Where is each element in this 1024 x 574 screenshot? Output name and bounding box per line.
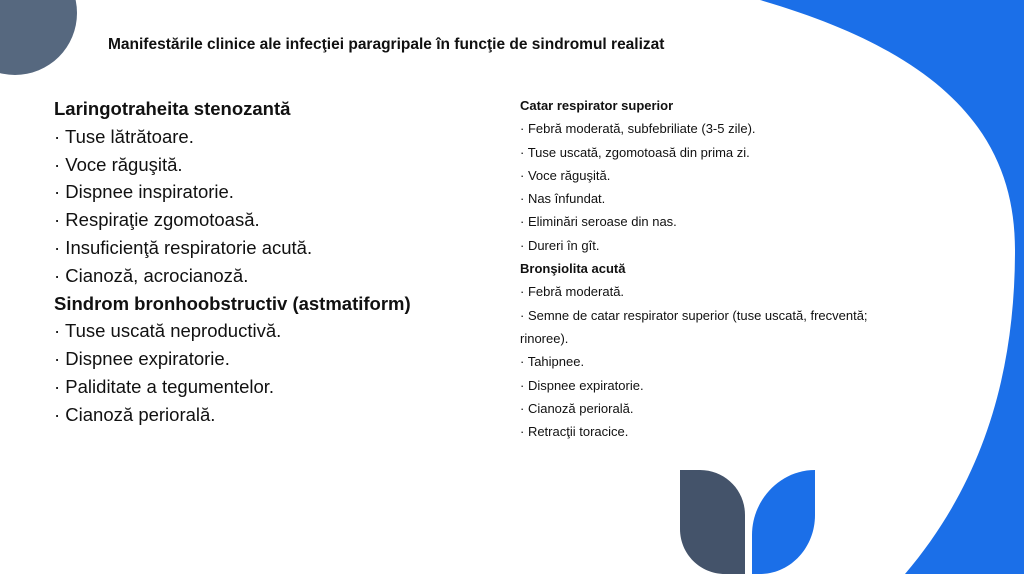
right-list-item: · Tuse uscată, zgomotoasă din prima zi. (520, 144, 750, 160)
right-list-item: · Eliminări seroase din nas. (520, 214, 677, 230)
right-list-item: · Tahipnee. (520, 354, 585, 370)
left-list-item: · Tuse uscată neproductivă. (54, 320, 282, 342)
right-list-item: · Semne de catar respirator superior (tuse uscată, frecventă; (520, 307, 868, 323)
right-list-item: rinoree). (520, 330, 569, 346)
right-list-item: · Cianoză periorală. (520, 400, 634, 416)
right-list-item: · Febră moderată. (520, 284, 625, 300)
right-list-item: · Retracţii toracice. (520, 424, 629, 440)
right-list-item: · Nas înfundat. (520, 191, 606, 207)
right-column-text (520, 94, 940, 443)
left-list-item: · Dispnee expiratorie. (54, 348, 230, 370)
left-list-item: · Paliditate a tegumentelor. (54, 375, 275, 397)
left-list-item: · Tuse lătrătoare. (54, 125, 194, 147)
left-column-text (54, 95, 494, 429)
left-section-heading: Laringotraheita stenozantă (54, 98, 291, 119)
right-list-item: · Febră moderată, subfebriliate (3-5 zile). (520, 121, 756, 137)
left-list-item: · Respiraţie zgomotoasă. (54, 209, 260, 231)
left-section-heading: Sindrom bronhoobstructiv (astmatiform) (54, 292, 411, 314)
right-section-heading: Catar respirator superior (520, 98, 674, 113)
blue-leaf-shape (752, 470, 815, 574)
left-list-item: · Dispnee inspiratorie. (54, 181, 234, 203)
corner-circle-shape (0, 0, 77, 75)
left-list-item: · Insuficienţă respiratorie acută. (54, 236, 313, 258)
right-section-heading: Bronşiolita acută (520, 261, 626, 277)
left-list-item: · Cianoză periorală. (54, 403, 216, 425)
right-list-item: · Dispnee expiratorie. (520, 377, 644, 393)
slide-title: Manifestările clinice ale infecţiei paragripale în funcţie de sindromul realizat (108, 36, 665, 53)
left-list-item: · Voce răguşită. (54, 153, 183, 175)
right-list-item: · Dureri în gît. (520, 237, 600, 253)
dark-leaf-shape (680, 470, 745, 574)
right-list-item: · Voce răguşită. (520, 167, 611, 183)
left-list-item: · Cianoză, acrocianoză. (54, 264, 249, 286)
